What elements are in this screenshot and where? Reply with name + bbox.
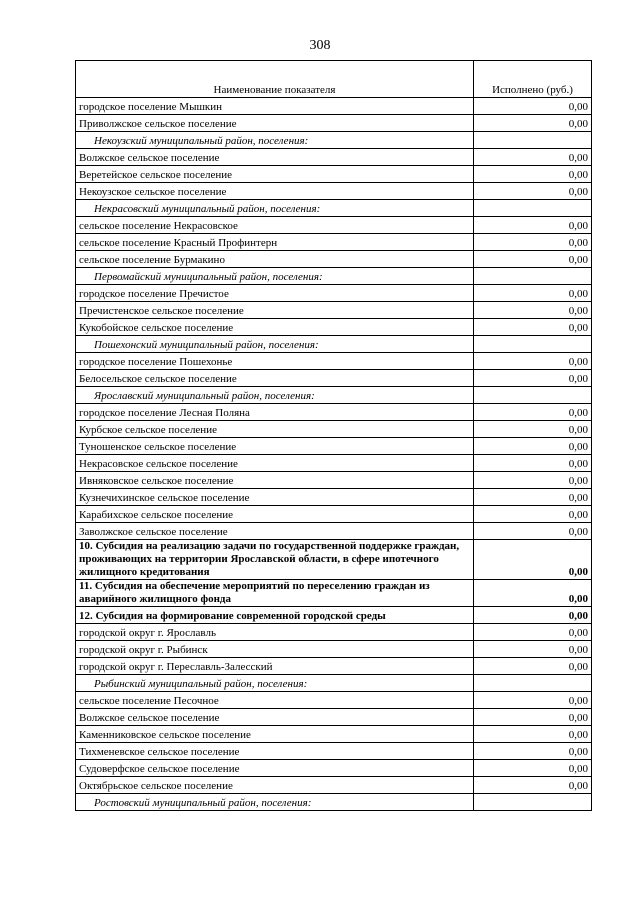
table-row — [76, 624, 592, 641]
table-body — [76, 98, 592, 811]
row-value: 0,00 — [474, 149, 592, 166]
row-value — [474, 268, 592, 285]
row-name: 12. Субсидия на формирование современной городской среды — [76, 607, 474, 624]
table-row — [76, 217, 592, 234]
row-value: 0,00 — [474, 489, 592, 506]
section-row — [76, 132, 592, 149]
section-row — [76, 268, 592, 285]
table-row — [76, 166, 592, 183]
row-value: 0,00 — [474, 251, 592, 268]
table-row — [76, 149, 592, 166]
row-value: 0,00 — [474, 607, 592, 624]
row-name: сельское поселение Некрасовское — [76, 217, 474, 234]
table-row — [76, 523, 592, 540]
row-name: Карабихское сельское поселение — [76, 506, 474, 523]
row-name: Ярославский муниципальный район, поселения: — [76, 387, 474, 404]
row-name: городское поселение Пошехонье — [76, 353, 474, 370]
row-value: 0,00 — [474, 506, 592, 523]
row-value: 0,00 — [474, 353, 592, 370]
row-name: Каменниковское сельское поселение — [76, 726, 474, 743]
row-name: городское поселение Пречистое — [76, 285, 474, 302]
section-row — [76, 336, 592, 353]
table-row — [76, 455, 592, 472]
subsidy-row — [76, 580, 592, 607]
row-name: Волжское сельское поселение — [76, 149, 474, 166]
subsidy-row — [76, 607, 592, 624]
row-name: городской округ г. Переславль-Залесский — [76, 658, 474, 675]
row-value: 0,00 — [474, 455, 592, 472]
row-value: 0,00 — [474, 641, 592, 658]
row-name: Волжское сельское поселение — [76, 709, 474, 726]
table-row — [76, 709, 592, 726]
table-row — [76, 438, 592, 455]
row-name: Кукобойское сельское поселение — [76, 319, 474, 336]
row-value: 0,00 — [474, 438, 592, 455]
row-name: Некрасовский муниципальный район, поселения: — [76, 200, 474, 217]
row-value: 0,00 — [474, 217, 592, 234]
row-name: 10. Субсидия на реализацию задачи по государственной поддержке граждан, проживающих на территории Ярославской области, в сфере ипотечного жилищного кредитования — [76, 540, 474, 580]
table-row — [76, 183, 592, 200]
table-row — [76, 743, 592, 760]
row-value: 0,00 — [474, 472, 592, 489]
table-row — [76, 285, 592, 302]
row-name: Некоузский муниципальный район, поселения: — [76, 132, 474, 149]
table-row — [76, 777, 592, 794]
row-value: 0,00 — [474, 285, 592, 302]
row-value: 0,00 — [474, 234, 592, 251]
row-name: Октябрьское сельское поселение — [76, 777, 474, 794]
table-row — [76, 421, 592, 438]
row-value: 0,00 — [474, 183, 592, 200]
table-row — [76, 641, 592, 658]
table-row — [76, 726, 592, 743]
report-table — [75, 60, 592, 811]
row-value — [474, 336, 592, 353]
row-value — [474, 387, 592, 404]
table-row — [76, 506, 592, 523]
row-name: городской округ г. Рыбинск — [76, 641, 474, 658]
table-row — [76, 760, 592, 777]
row-value: 0,00 — [474, 166, 592, 183]
column-header-value: Исполнено (руб.) — [474, 61, 592, 98]
row-value: 0,00 — [474, 692, 592, 709]
section-row — [76, 794, 592, 811]
row-name: Первомайский муниципальный район, поселения: — [76, 268, 474, 285]
table-header-row — [76, 61, 592, 98]
row-value: 0,00 — [474, 421, 592, 438]
row-value: 0,00 — [474, 777, 592, 794]
row-name: городское поселение Мышкин — [76, 98, 474, 115]
page-number: 308 — [309, 38, 331, 53]
row-name: Некрасовское сельское поселение — [76, 455, 474, 472]
table-row — [76, 234, 592, 251]
row-name: Белосельское сельское поселение — [76, 370, 474, 387]
table-row — [76, 353, 592, 370]
row-value: 0,00 — [474, 540, 592, 580]
row-value: 0,00 — [474, 404, 592, 421]
row-name: Пошехонский муниципальный район, поселения: — [76, 336, 474, 353]
row-name: городской округ г. Ярославль — [76, 624, 474, 641]
table-row — [76, 319, 592, 336]
row-name: Некоузское сельское поселение — [76, 183, 474, 200]
section-row — [76, 200, 592, 217]
row-name: Веретейское сельское поселение — [76, 166, 474, 183]
row-value: 0,00 — [474, 624, 592, 641]
row-value — [474, 200, 592, 217]
row-name: Пречистенское сельское поселение — [76, 302, 474, 319]
row-value: 0,00 — [474, 370, 592, 387]
row-name: Тихменевское сельское поселение — [76, 743, 474, 760]
row-name: Приволжское сельское поселение — [76, 115, 474, 132]
row-value: 0,00 — [474, 98, 592, 115]
row-value: 0,00 — [474, 319, 592, 336]
row-name: сельское поселение Красный Профинтерн — [76, 234, 474, 251]
row-name: Рыбинский муниципальный район, поселения: — [76, 675, 474, 692]
row-name: Ивняковское сельское поселение — [76, 472, 474, 489]
row-value: 0,00 — [474, 743, 592, 760]
table-row — [76, 98, 592, 115]
row-name: Кузнечихинское сельское поселение — [76, 489, 474, 506]
row-value: 0,00 — [474, 580, 592, 607]
row-value: 0,00 — [474, 523, 592, 540]
table-row — [76, 251, 592, 268]
row-name: городское поселение Лесная Поляна — [76, 404, 474, 421]
section-row — [76, 675, 592, 692]
row-name: сельское поселение Бурмакино — [76, 251, 474, 268]
row-name: Заволжское сельское поселение — [76, 523, 474, 540]
section-row — [76, 387, 592, 404]
row-value: 0,00 — [474, 726, 592, 743]
row-name: Курбское сельское поселение — [76, 421, 474, 438]
row-name: 11. Субсидия на обеспечение мероприятий по переселению граждан из аварийного жилищного фонда — [76, 580, 474, 607]
row-value: 0,00 — [474, 760, 592, 777]
row-value: 0,00 — [474, 115, 592, 132]
table-row — [76, 472, 592, 489]
row-name: Судоверфское сельское поселение — [76, 760, 474, 777]
row-value — [474, 794, 592, 811]
row-value: 0,00 — [474, 302, 592, 319]
row-name: сельское поселение Песочное — [76, 692, 474, 709]
table-row — [76, 370, 592, 387]
table-row — [76, 692, 592, 709]
row-value — [474, 132, 592, 149]
column-header-name: Наименование показателя — [76, 61, 474, 98]
table-row — [76, 404, 592, 421]
row-value: 0,00 — [474, 709, 592, 726]
table-row — [76, 489, 592, 506]
row-name: Туношенское сельское поселение — [76, 438, 474, 455]
row-value — [474, 675, 592, 692]
table-row — [76, 115, 592, 132]
row-value: 0,00 — [474, 658, 592, 675]
table-row — [76, 302, 592, 319]
table-row — [76, 658, 592, 675]
row-name: Ростовский муниципальный район, поселения: — [76, 794, 474, 811]
subsidy-row — [76, 540, 592, 580]
